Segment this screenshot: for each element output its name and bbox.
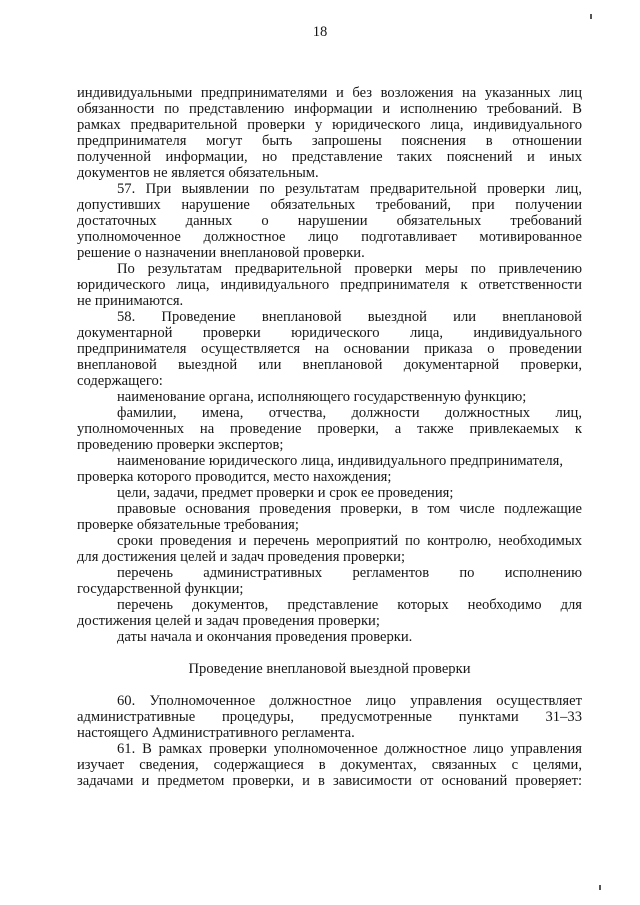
- text-line: 61. В рамках проверки уполномоченное должностное лицо управления: [117, 741, 582, 757]
- text-line: достижения целей и задач проведения проверки;: [77, 613, 380, 629]
- page-number: 18: [312, 24, 328, 40]
- text-line: наименование юридического лица, индивидуального предпринимателя,: [117, 453, 564, 469]
- text-line: цели, задачи, предмет проверки и срок ее проведения;: [117, 485, 454, 501]
- text-line: проверка которого проводится, место нахождения;: [77, 469, 392, 485]
- text-line: документов не является обязательным.: [77, 165, 319, 181]
- text-line: внеплановой выездной или внеплановой документарной проверки,: [77, 357, 582, 373]
- text-line: настоящего Административного регламента.: [77, 725, 355, 741]
- text-line: сроки проведения и перечень мероприятий по контролю, необходимых: [117, 533, 582, 549]
- text-line: изучает сведения, содержащиеся в документах, связанных с целями,: [77, 757, 582, 773]
- text-line: 57. При выявлении по результатам предварительной проверки лиц,: [117, 181, 582, 197]
- section-heading: Проведение внеплановой выездной проверки: [188, 661, 471, 677]
- text-line: полученной информации, но представление таких пояснений и иных: [77, 149, 582, 165]
- text-line: наименование органа, исполняющего государственную функцию;: [117, 389, 527, 405]
- text-line: По результатам предварительной проверки меры по привлечению: [117, 261, 582, 277]
- text-line: 58. Проведение внеплановой выездной или внеплановой: [117, 309, 582, 325]
- text-line: достаточных данных о нарушении обязательных требований: [77, 213, 582, 229]
- text-line: 60. Уполномоченное должностное лицо управления осуществляет: [117, 693, 582, 709]
- text-line: допустивших нарушение обязательных требований, при получении: [77, 197, 582, 213]
- text-line: проведению проверки экспертов;: [77, 437, 284, 453]
- text-line: решение о назначении внеплановой проверки.: [77, 245, 365, 261]
- text-line: не принимаются.: [77, 293, 184, 309]
- text-line: фамилии, имена, отчества, должности должностных лиц,: [117, 405, 582, 421]
- text-line: административные процедуры, предусмотренные пунктами 31–33: [77, 709, 582, 725]
- text-line: перечень административных регламентов по исполнению: [117, 565, 582, 581]
- text-line: проверке обязательные требования;: [77, 517, 299, 533]
- document-body: [77, 85, 582, 789]
- text-line: правовые основания проведения проверки, в том числе подлежащие: [117, 501, 582, 517]
- text-line: юридического лица, индивидуального предпринимателя к ответственности: [77, 277, 582, 293]
- text-line: уполномоченных на проведение проверки, а также привлекаемых к: [77, 421, 582, 437]
- text-line: перечень документов, представление которых необходимо для: [117, 597, 582, 613]
- text-line: задачами и предметом проверки, и в зависимости от оснований проверяет:: [77, 773, 582, 789]
- text-line: индивидуальными предпринимателями и без возложения на указанных лиц: [77, 85, 582, 101]
- text-line: уполномоченное должностное лицо подготавливает мотивированное: [77, 229, 582, 245]
- text-line: обязанности по представлению информации и исполнению требований. В: [77, 101, 582, 117]
- text-line: предпринимателя осуществляется на основании приказа о проведении: [77, 341, 582, 357]
- text-line: документарной проверки юридического лица, индивидуального: [77, 325, 582, 341]
- blank-line: [77, 645, 582, 661]
- text-line: содержащего:: [77, 373, 163, 389]
- text-line: даты начала и окончания проведения проверки.: [117, 629, 413, 645]
- blank-line: [77, 677, 582, 693]
- text-line: предпринимателя могут быть запрошены пояснения в отношении: [77, 133, 582, 149]
- text-line: рамках предварительной проверки у юридического лица, индивидуального: [77, 117, 582, 133]
- scan-mark: [599, 885, 601, 890]
- text-line: государственной функции;: [77, 581, 244, 597]
- scan-mark: [590, 14, 592, 19]
- text-line: для достижения целей и задач проведения проверки;: [77, 549, 405, 565]
